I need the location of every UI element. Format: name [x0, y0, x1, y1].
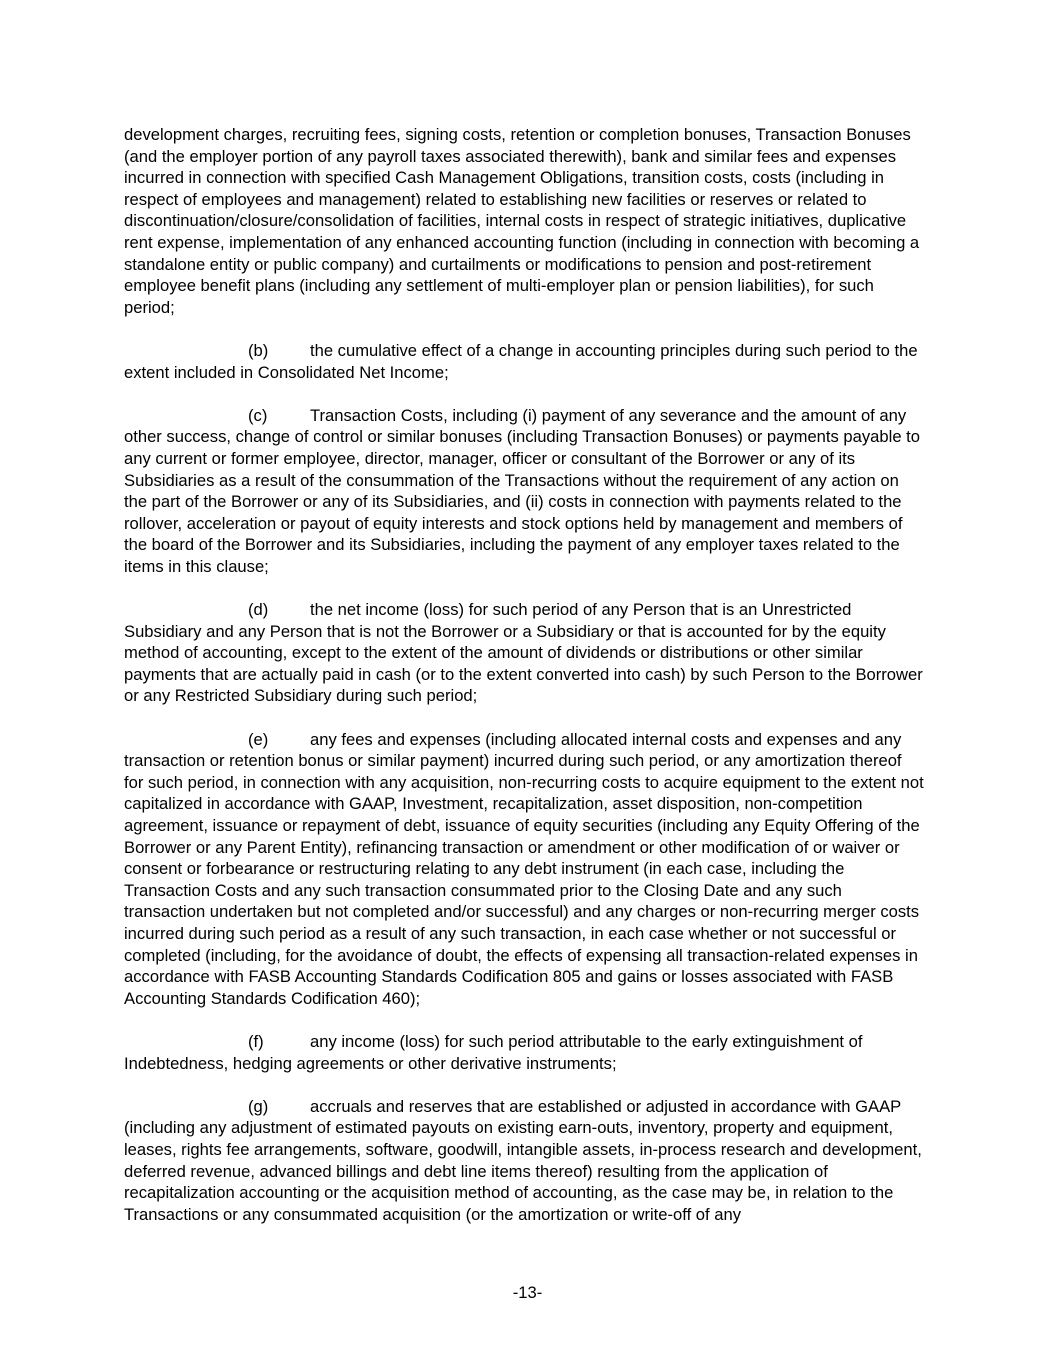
paragraph-text: development charges, recruiting fees, signing costs, retention or completion bonuses, Transaction Bonuses (and the employer portion of any payroll taxes associated therewith), bank and similar fees and expenses incurred in connection with specified Cash Management Obligations, transition costs, costs (including in respect of employees and management) related to establishing new facilities or reserves or related to discontinuation/closure/consolidation of facilities, internal costs in respect of strategic initiatives, duplicative rent expense, implementation of any enhanced accounting function (including in connection with becoming a standalone entity or public company) and curtailments or modifications to pension and post-retirement employee benefit plans (including any settlement of multi-employer plan or pension liabilities), for such period; [124, 125, 920, 317]
paragraph-c [124, 405, 924, 578]
clause-label: (b) [248, 340, 269, 360]
paragraph-text: accruals and reserves that are established or adjusted in accordance with GAAP (including any adjustment of estimated payouts on existing earn-outs, inventory, property and equipment, leases, rights fee arrangements, software, goodwill, intangible assets, in-process research and development, deferred revenue, advanced billings and debt line items thereof) resulting from the application of recapitalization accounting or the acquisition method of accounting, as the case may be, in relation to the Transactions or any consummated acquisition (or the amortization or write-off of any [124, 1096, 922, 1224]
paragraph-text: any income (loss) for such period attributable to the early extinguishment of Indebtedness, hedging agreements or other derivative instruments; [124, 1031, 863, 1073]
paragraph-g [124, 1096, 924, 1226]
document-body [124, 124, 924, 1247]
clause-label: (c) [248, 405, 268, 425]
paragraph-d [124, 599, 924, 707]
paragraph-text: Transaction Costs, including (i) payment of any severance and the amount of any other success, change of control or similar bonuses (including Transaction Bonuses) or payments payable to any current or former employee, director, manager, officer or consultant of the Borrower or any of its Subsidiaries as a result of the consummation of the Transactions without the requirement of any action on the part of the Borrower or any of its Subsidiaries, and (ii) costs in connection with payments related to the rollover, acceleration or payout of equity interests and stock options held by management and members of the board of the Borrower and its Subsidiaries, including the payment of any employer taxes related to the items in this clause; [124, 405, 920, 576]
clause-label: (f) [248, 1031, 264, 1051]
paragraph-text: any fees and expenses (including allocated internal costs and expenses and any transaction or retention bonus or similar payment) incurred during such period, or any amortization thereof for such period, in connection with any acquisition, non-recurring costs to acquire equipment to the extent not capitalized in accordance with GAAP, Investment, recapitalization, asset disposition, non-competition agreement, issuance or repayment of debt, issuance of equity securities (including any Equity Offering of the Borrower or any Parent Entity), refinancing transaction or amendment or other modification of or waiver or consent or forbearance or restructuring relating to any debt instrument (in each case, including the Transaction Costs and any such transaction consummated prior to the Closing Date and any such transaction undertaken but not completed and/or successful) and any charges or non-recurring merger costs incurred during such period as a result of any such transaction, in each case whether or not successful or completed (including, for the avoidance of doubt, the effects of expensing all transaction-related expenses in accordance with FASB Accounting Standards Codification 805 and gains or losses associated with FASB Accounting Standards Codification 460); [124, 729, 924, 1008]
paragraph-f [124, 1031, 924, 1074]
paragraph-b [124, 340, 924, 383]
clause-label: (e) [248, 729, 269, 749]
paragraph-continuation [124, 124, 924, 318]
clause-label: (d) [248, 600, 269, 620]
paragraph-text: the cumulative effect of a change in accounting principles during such period to the extent included in Consolidated Net Income; [124, 340, 918, 382]
paragraph-e [124, 729, 924, 1010]
page-number: -13- [512, 1283, 543, 1302]
paragraph-text: the net income (loss) for such period of any Person that is an Unrestricted Subsidiary and any Person that is not the Borrower or a Subsidiary or that is accounted for by the equity method of accounting, except to the extent of the amount of dividends or distributions or other similar payments that are actually paid in cash (or to the extent converted into cash) by such Person to the Borrower or any Restricted Subsidiary during such period; [124, 600, 923, 706]
clause-label: (g) [248, 1096, 269, 1116]
